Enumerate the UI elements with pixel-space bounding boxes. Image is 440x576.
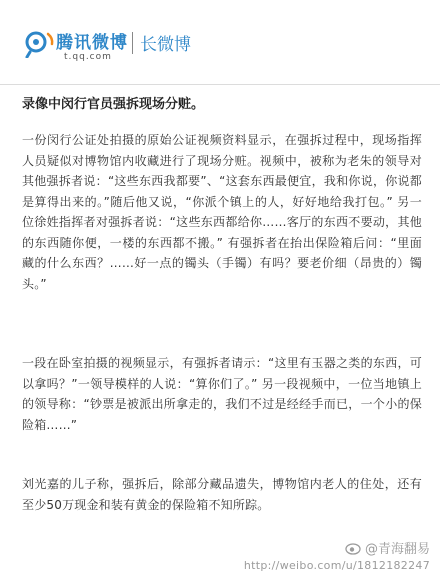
- article-title: 录像中闵行官员强拆现场分赃。: [22, 97, 205, 112]
- watermark-account: [244, 538, 430, 557]
- article-paragraph: 一份闵行公证处拍摄的原始公证视频资料显示，在强拆过程中，现场指挥人员疑似对博物馆内收藏进行了现场分赃。视频中，被称为老朱的领导对其他强拆者说：“这些东西我都要”、“这套东西最便宜，我和你说，你说都是算得出来的。”随后他又说，“你派个镇上的人，好好地给我打包。” 另一位徐姓指挥者对强拆者说：“这些东西都给你……客厅的东西不要动，其他的东西随你便，一楼的东西都不搬。” 有强拆者在抬出保险箱后问：“里面藏的什么东西？……好一点的镯头（手镯）有吗？要老价细（昂贵的）镯头。”: [22, 133, 422, 291]
- article-paragraph: 刘光嘉的儿子称，强拆后，除部分藏品遗失，博物馆内老人的住处，还有至少50万现金和装有黄金的保险箱不知所踪。: [22, 477, 422, 512]
- watermark-url: http://weibo.com/u/1812182247: [243, 559, 430, 572]
- brand-name[interactable]: 腾讯微博: [56, 33, 128, 53]
- article-paragraph: 一段在卧室拍摄的视频显示，有强拆者请示：“这里有玉器之类的东西，可以拿吗？”一领导模样的人说：“算你们了。” 另一段视频中，一位当地镇上的领导称：“钞票是被派出所拿走的，我们不过是经经手而已，一个小的保险箱……”: [22, 356, 422, 432]
- watermark: [244, 538, 430, 572]
- weibo-eye-icon: [345, 540, 361, 556]
- header-divider: [0, 84, 440, 85]
- article: [22, 96, 422, 533]
- header: [0, 0, 440, 84]
- brand-divider: [132, 32, 133, 54]
- brand-url: t.qq.com: [64, 52, 112, 62]
- watermark-username: @青海翻易: [364, 542, 430, 557]
- product-name: 长微博: [140, 35, 191, 55]
